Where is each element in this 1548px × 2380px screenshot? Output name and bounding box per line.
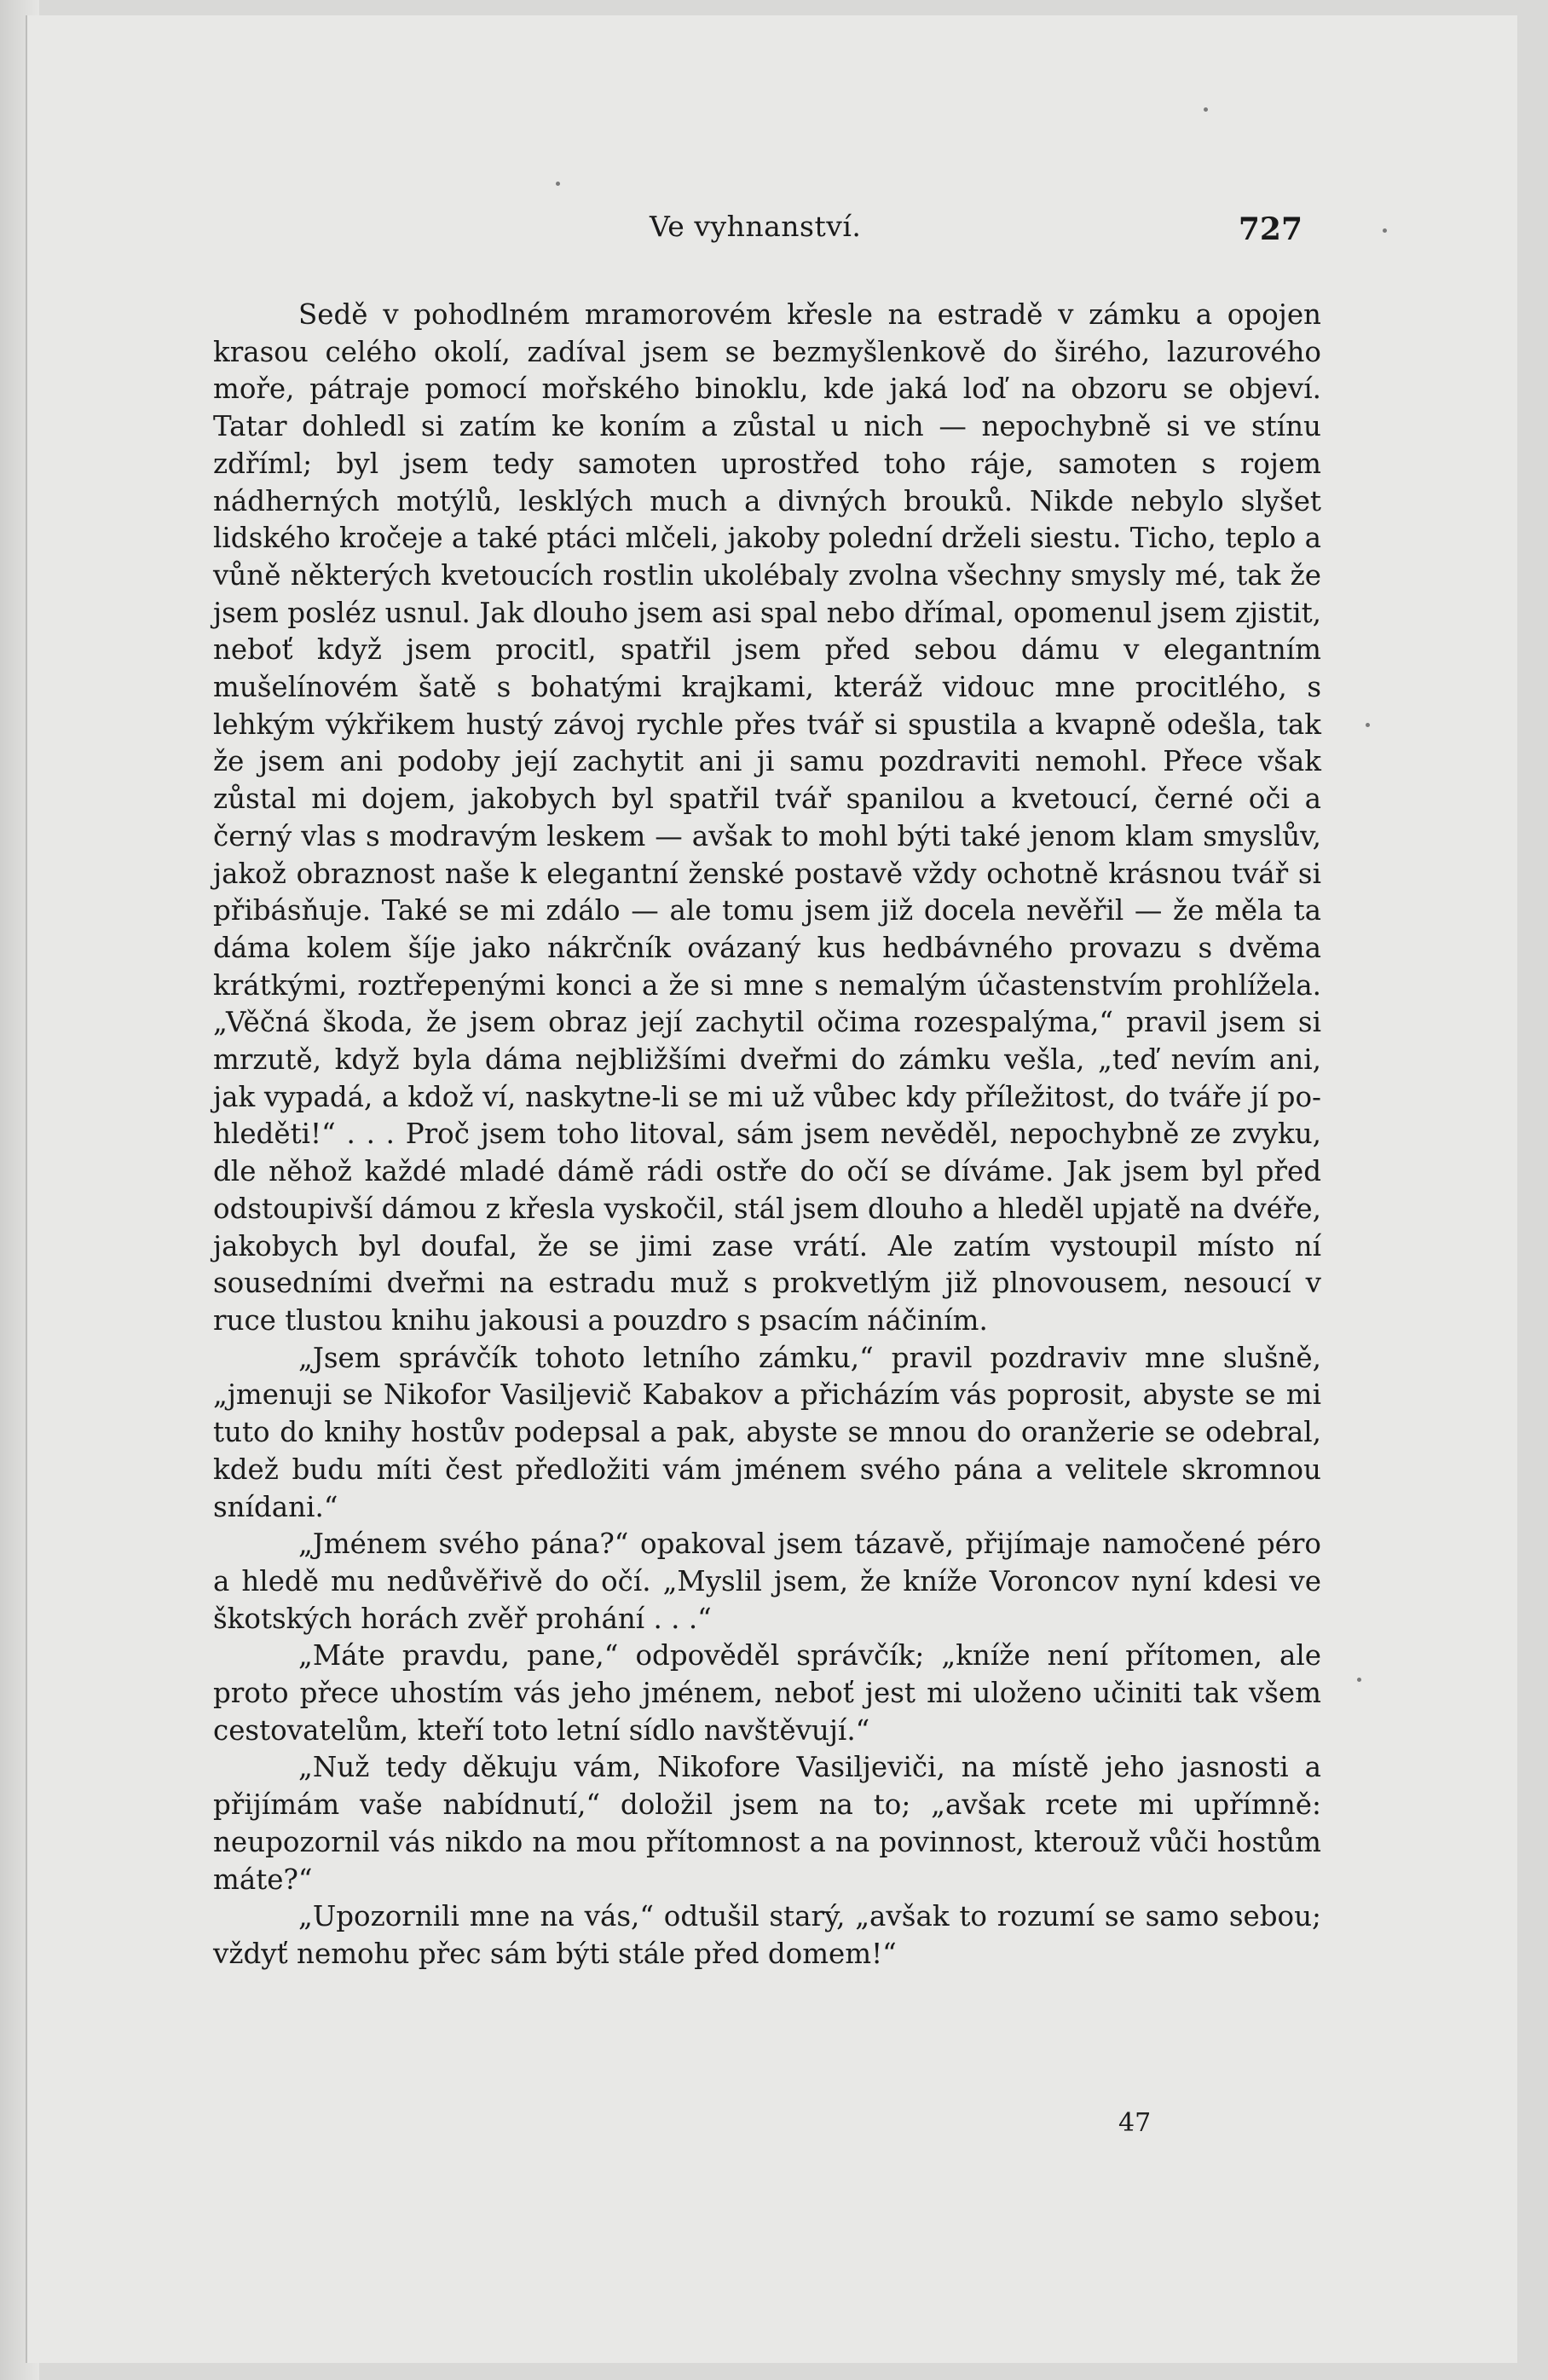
paragraph: „Jménem svého pána?“ opakoval jsem tázavě, přijímaje namočené péro a hledě mu nedůvěřivě do očí. „Myslil jsem, že kníže Voroncov nyní kdesi ve škotských horách zvěř prohání . . .“ [213,1528,1321,1635]
paper-speck [1366,723,1370,727]
paragraph: Sedě v pohodlném mramorovém křesle na estradě v zámku a opojen krasou celého okolí, zadíval jsem se bezmyšlenkově do širého, lazurového moře, pátraje pomocí mořského binoklu, kde jaká loď na obzoru se objeví. Tatar dohledl si zatím ke koním a zůstal u nich — nepochybně si ve stínu zdříml; byl jsem tedy samoten uprostřed toho ráje, samoten s rojem nádherných motýlů, lesklých much a divných brouků. Nikde nebylo slyšet lidského kročeje a také ptáci mlčeli, jakoby polední drželi siestu. Ticho, teplo a vůně některých kvetoucích rostlin ukolébaly zvolna všechny smysly mé, tak že jsem posléz usnul. Jak dlouho jsem asi spal nebo dřímal, opomenul jsem zjistit, neboť když jsem procitl, spatřil jsem před sebou dámu v elegantním mušelínovém šatě s bohatými krajkami, kteráž vidouc mne procitlého, s lehkým výkřikem hustý závoj rychle přes tvář si spustila a kvapně odešla, tak že jsem ani podoby její zachytit ani ji samu pozdraviti nemohl. Přece však zůstal mi dojem, jakobych byl spatřil tvář spanilou a kvetoucí, černé oči a černý vlas s modravým leskem — avšak to mohl býti také jenom klam smyslův, jakož obraznost naše k elegantní ženské postavě vždy ochotně krásnou tvář si přibásňuje. Také se mi zdálo — ale tomu jsem již docela nevěřil — že měla ta dáma kolem šíje jako nákrčník ovázaný kus hedbávného provazu s dvěma krátkými, roztřepenými konci a že si mne s nemalým účastenstvím prohlížela. „Věčná škoda, že jsem obraz její zachytil očima rozespalýma,“ pravil jsem si mrzutě, když byla dáma nejbližšími dveřmi do zámku vešla, „teď nevím ani, jak vypadá, a kdož ví, naskytne-li se mi už vůbec kdy příležitost, do tváře jí pohleděti!“ . . . Proč jsem toho litoval, sám jsem nevěděl, nepochybně ze zvyku, dle něhož každé mladé dámě rádi ostře do očí se díváme. Jak jsem byl před odstoupivší dámou z křesla vyskočil, stál jsem dlouho a hleděl upjatě na dvéře, jakobych byl doufal, že se jimi zase vrátí. Ale zatím vystoupil místo ní sousedními dveřmi na estradu muž s prokvetlým již plnovousem, nesoucí v ruce tlustou knihu jakousi a pouzdro s psacím náčiním. [213,298,1321,1337]
paper-speck [1204,107,1208,112]
page-number: 727 [1238,211,1303,247]
paper-speck [1383,228,1387,233]
paragraph: „Máte pravdu, pane,“ odpověděl správčík; „kníže není přítomen, ale proto přece uhostím vás jeho jménem, neboť jest mi uloženo učiniti tak všem cestovatelům, kteří toto letní sídlo navštěvují.“ [213,1639,1321,1747]
page-header [27,194,1517,246]
book-page [26,15,1517,2363]
paragraph: „Nuž tedy děkuju vám, Nikofore Vasiljeviči, na místě jeho jasnosti a přijímám vaše nabídnutí,“ doložil jsem na to; „avšak rcete mi upřímně: neupozornil vás nikdo na mou přítomnost a na povinnost, kterouž vůči hostům máte?“ [213,1751,1321,1896]
body-text [213,297,1321,1973]
paragraph: „Jsem správčík tohoto letního zámku,“ pravil pozdraviv mne slušně, „jmenuji se Nikofor Vasiljevič Kabakov a přicházím vás poprosit, abyste se mi tuto do knihy hostův podepsal a pak, abyste se mnou do oranžerie se odebral, kdež budu míti čest předložiti vám jménem svého pána a velitele skromnou snídani.“ [213,1341,1321,1523]
paragraph: „Upozornili mne na vás,“ odtušil starý, „avšak to rozumí se samo sebou; vždyť nemohu přec sám býti stále před domem!“ [213,1900,1321,1970]
signature-mark: 47 [1118,2108,1152,2138]
paper-speck [556,182,560,186]
paper-speck [1357,1678,1361,1682]
running-title: Ve vyhnanství. [650,210,862,243]
